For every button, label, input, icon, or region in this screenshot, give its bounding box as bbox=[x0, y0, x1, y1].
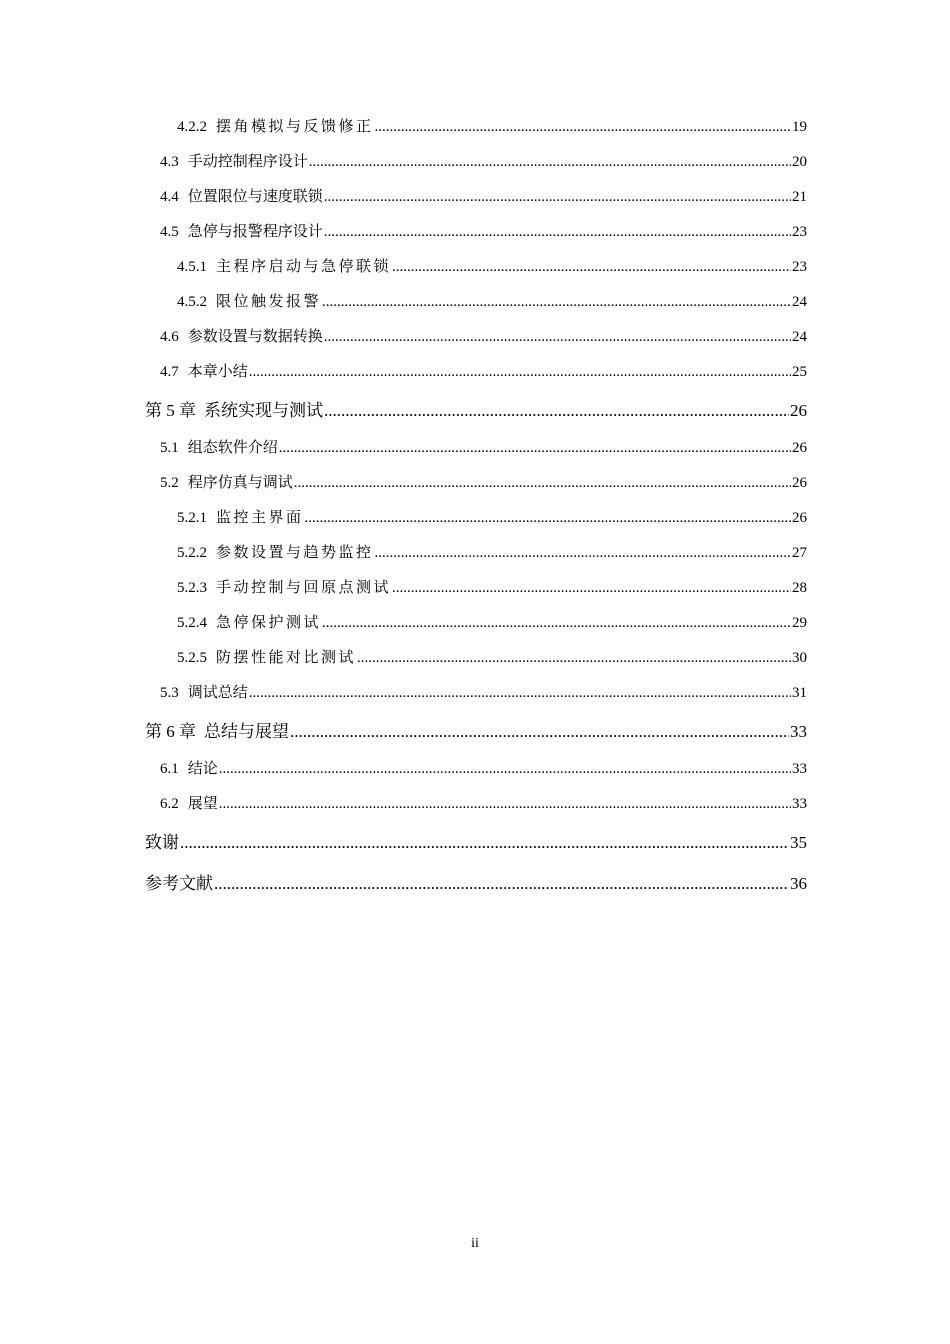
toc-entry-number: 4.2.2 bbox=[177, 119, 207, 135]
toc-entry[interactable] bbox=[145, 431, 807, 466]
toc-entry[interactable] bbox=[145, 285, 807, 320]
toc-dot-leader bbox=[279, 441, 791, 456]
toc-entry-title: 位置限位与速度联锁 bbox=[187, 189, 323, 205]
toc-entry[interactable] bbox=[145, 536, 807, 571]
toc-entry[interactable] bbox=[145, 180, 807, 215]
toc-entry-page-number: 25 bbox=[792, 364, 807, 380]
toc-entry-title: 组态软件介绍 bbox=[187, 440, 278, 456]
toc-entry-title: 参数设置与数据转换 bbox=[187, 329, 323, 345]
toc-entry-page-number: 27 bbox=[792, 545, 807, 561]
toc-entry[interactable] bbox=[145, 571, 807, 606]
toc-entry-number: 4.7 bbox=[160, 364, 179, 380]
toc-dot-leader bbox=[324, 402, 789, 419]
toc-entry[interactable] bbox=[145, 501, 807, 536]
toc-dot-leader bbox=[219, 797, 791, 812]
toc-entry-title: 结论 bbox=[187, 761, 218, 777]
toc-entry-title: 手动控制与回原点测试 bbox=[216, 580, 392, 596]
toc-entry[interactable] bbox=[145, 641, 807, 676]
toc-dot-leader bbox=[375, 546, 791, 561]
table-of-contents bbox=[145, 110, 807, 904]
toc-entry-number: 4.6 bbox=[160, 329, 179, 345]
toc-entry-number: 5.2.1 bbox=[177, 510, 207, 526]
toc-entry-title: 监控主界面 bbox=[216, 510, 304, 526]
toc-entry-page-number: 20 bbox=[792, 154, 807, 170]
toc-dot-leader bbox=[180, 834, 789, 851]
toc-entry-number: 6.1 bbox=[160, 761, 179, 777]
toc-entry-page-number: 24 bbox=[792, 294, 807, 310]
toc-entry[interactable] bbox=[145, 250, 807, 285]
toc-entry-number: 第 5 章 bbox=[145, 401, 196, 420]
toc-entry[interactable] bbox=[145, 863, 807, 904]
toc-entry-number: 4.5.1 bbox=[177, 259, 207, 275]
toc-entry-number: 第 6 章 bbox=[145, 722, 196, 741]
toc-entry[interactable] bbox=[145, 676, 807, 711]
toc-entry-page-number: 36 bbox=[790, 874, 807, 893]
toc-dot-leader bbox=[249, 365, 791, 380]
toc-dot-leader bbox=[290, 723, 789, 740]
toc-entry-page-number: 26 bbox=[792, 510, 807, 526]
toc-dot-leader bbox=[357, 651, 791, 666]
toc-entry-title: 参数设置与趋势监控 bbox=[216, 545, 374, 561]
toc-dot-leader bbox=[392, 260, 791, 275]
toc-entry-page-number: 35 bbox=[790, 833, 807, 852]
toc-entry-page-number: 23 bbox=[792, 224, 807, 240]
toc-entry[interactable] bbox=[145, 145, 807, 180]
toc-entry[interactable] bbox=[145, 355, 807, 390]
toc-entry-page-number: 23 bbox=[792, 259, 807, 275]
toc-dot-leader bbox=[375, 120, 791, 135]
toc-entry-title: 调试总结 bbox=[187, 685, 248, 701]
toc-entry[interactable] bbox=[145, 822, 807, 863]
toc-entry-page-number: 33 bbox=[790, 722, 807, 741]
toc-entry-number: 5.3 bbox=[160, 685, 179, 701]
toc-entry-page-number: 19 bbox=[792, 119, 807, 135]
toc-entry-page-number: 30 bbox=[792, 650, 807, 666]
toc-entry-number: 6.2 bbox=[160, 796, 179, 812]
toc-entry-number: 4.4 bbox=[160, 189, 179, 205]
toc-entry-page-number: 29 bbox=[792, 615, 807, 631]
toc-entry-title: 展望 bbox=[187, 796, 218, 812]
toc-entry-title: 程序仿真与调试 bbox=[187, 475, 293, 491]
toc-entry-number: 5.2.4 bbox=[177, 615, 207, 631]
toc-entry-title: 系统实现与测试 bbox=[204, 401, 323, 420]
toc-entry-title: 总结与展望 bbox=[204, 722, 289, 741]
toc-entry-title: 防摆性能对比测试 bbox=[216, 650, 357, 666]
toc-entry-title: 急停保护测试 bbox=[216, 615, 322, 631]
toc-entry-title: 摆角模拟与反馈修正 bbox=[216, 119, 374, 135]
toc-dot-leader bbox=[219, 762, 791, 777]
toc-dot-leader bbox=[305, 511, 791, 526]
toc-entry-number: 4.5 bbox=[160, 224, 179, 240]
toc-entry-page-number: 24 bbox=[792, 329, 807, 345]
toc-entry-page-number: 26 bbox=[792, 475, 807, 491]
toc-entry-number: 4.5.2 bbox=[177, 294, 207, 310]
toc-entry-page-number: 21 bbox=[792, 189, 807, 205]
toc-entry-number: 5.2 bbox=[160, 475, 179, 491]
toc-entry-number: 5.2.2 bbox=[177, 545, 207, 561]
toc-entry-number: 5.1 bbox=[160, 440, 179, 456]
toc-dot-leader bbox=[309, 155, 791, 170]
toc-entry[interactable] bbox=[145, 390, 807, 431]
toc-entry-title: 致谢 bbox=[145, 833, 179, 852]
toc-dot-leader bbox=[294, 476, 791, 491]
toc-dot-leader bbox=[322, 295, 791, 310]
toc-dot-leader bbox=[324, 190, 791, 205]
toc-entry-page-number: 33 bbox=[792, 796, 807, 812]
toc-entry-number: 4.3 bbox=[160, 154, 179, 170]
toc-entry-number: 5.2.5 bbox=[177, 650, 207, 666]
toc-dot-leader bbox=[322, 616, 791, 631]
toc-entry-page-number: 28 bbox=[792, 580, 807, 596]
toc-entry-title: 主程序启动与急停联锁 bbox=[216, 259, 392, 275]
toc-entry-title: 本章小结 bbox=[187, 364, 248, 380]
toc-entry[interactable] bbox=[145, 606, 807, 641]
toc-entry-number: 5.2.3 bbox=[177, 580, 207, 596]
toc-entry-page-number: 33 bbox=[792, 761, 807, 777]
toc-dot-leader bbox=[249, 686, 791, 701]
toc-entry-title: 手动控制程序设计 bbox=[187, 154, 308, 170]
toc-entry-title: 参考文献 bbox=[145, 874, 213, 893]
toc-entry[interactable] bbox=[145, 711, 807, 752]
toc-entry[interactable] bbox=[145, 215, 807, 250]
toc-entry[interactable] bbox=[145, 787, 807, 822]
toc-entry-title: 限位触发报警 bbox=[216, 294, 322, 310]
toc-entry-page-number: 26 bbox=[790, 401, 807, 420]
toc-entry[interactable] bbox=[145, 320, 807, 355]
page-number: ii bbox=[471, 1236, 479, 1251]
toc-dot-leader bbox=[324, 225, 791, 240]
toc-dot-leader bbox=[324, 330, 791, 345]
toc-entry-page-number: 26 bbox=[792, 440, 807, 456]
toc-entry-page-number: 31 bbox=[792, 685, 807, 701]
toc-entry[interactable] bbox=[145, 752, 807, 787]
toc-entry-title: 急停与报警程序设计 bbox=[187, 224, 323, 240]
toc-dot-leader bbox=[214, 875, 789, 892]
toc-entry[interactable] bbox=[145, 110, 807, 145]
toc-dot-leader bbox=[392, 581, 791, 596]
toc-entry[interactable] bbox=[145, 466, 807, 501]
